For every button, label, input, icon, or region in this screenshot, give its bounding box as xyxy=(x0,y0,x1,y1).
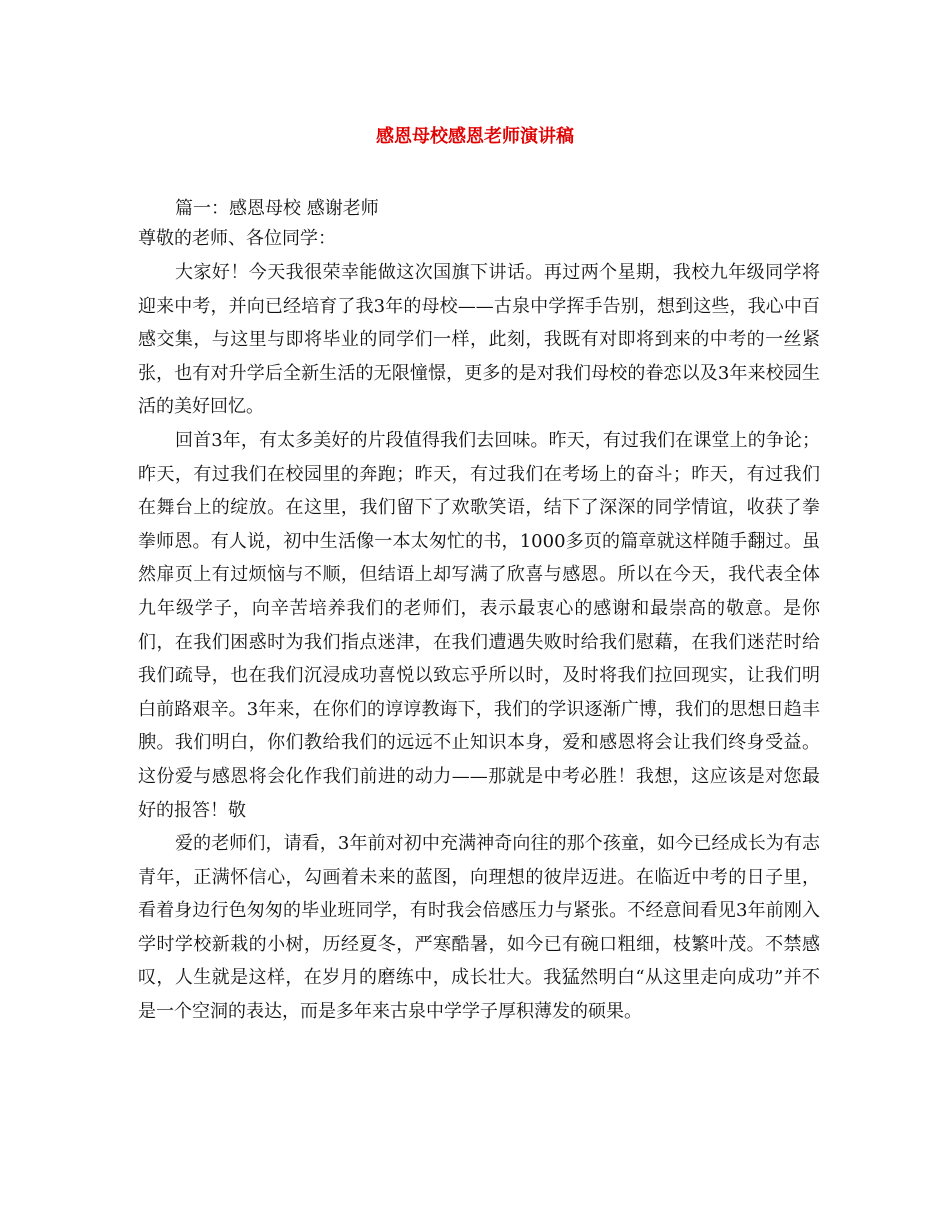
salutation: 尊敬的老师、各位同学： xyxy=(138,228,336,249)
body-paragraph-3: 爱的老师们，请看，3年前对初中充满神奇向往的那个孩童，如今已经成长为有志青年，正满怀信心，勾画着未来的蓝图，向理想的彼岸迈进。在临近中考的日子里，看着身边行色匆匆的毕业班同学，有时我会倍感压力与紧张。不经意间看见3年前刚入学时学校新栽的小树，历经夏冬，严寒酷暑，如今已有碗口粗细，枝繁叶茂。不禁感叹，人生就是这样，在岁月的磨练中，成长壮大。我猛然明白“从这里走向成功”并不是一个空洞的表达，而是多年来古泉中学学子厚积薄发的硕果。 xyxy=(138,833,820,1023)
document-title: 感恩母校感恩老师演讲稿 xyxy=(376,126,574,147)
body-paragraph-1: 大家好！今天我很荣幸能做这次国旗下讲话。再过两个星期，我校九年级同学将迎来中考，并向已经培育了我3年的母校——古泉中学挥手告别，想到这些，我心中百感交集，与这里与即将毕业的同学们一样，此刻，我既有对即将到来的中考的一丝紧张，也有对升学后全新生活的无限憧憬，更多的是对我们母校的眷恋以及3年来校园生活的美好回忆。 xyxy=(138,262,820,418)
document-body xyxy=(138,194,820,1029)
section-heading: 篇一：感恩母校 感谢老师 xyxy=(175,198,379,219)
body-paragraph-2: 回首3年，有太多美好的片段值得我们去回味。昨天，有过我们在课堂上的争论；昨天，有过我们在校园里的奔跑；昨天，有过我们在考场上的奋斗；昨天，有过我们在舞台上的绽放。在这里，我们留下了欢歌笑语，结下了深深的同学情谊，收获了拳拳师恩。有人说，初中生活像一本太匆忙的书，1000多页的篇章就这样随手翻过。虽然扉页上有过烦恼与不顺，但结语上却写满了欣喜与感恩。所以在今天，我代表全体九年级学子，向辛苦培养我们的老师们，表示最衷心的感谢和最崇高的敬意。是你们，在我们困惑时为我们指点迷津，在我们遭遇失败时给我们慰藉，在我们迷茫时给我们疏导，也在我们沉浸成功喜悦以致忘乎所以时，及时将我们拉回现实，让我们明白前路艰辛。3年来，在你们的谆谆教诲下，我们的学识逐渐广博，我们的思想日趋丰腴。我们明白，你们教给我们的远远不止知识本身，爱和感恩将会让我们终身受益。这份爱与感恩将会化作我们前进的动力——那就是中考必胜！我想，这应该是对您最好的报答！敬 xyxy=(138,429,820,821)
